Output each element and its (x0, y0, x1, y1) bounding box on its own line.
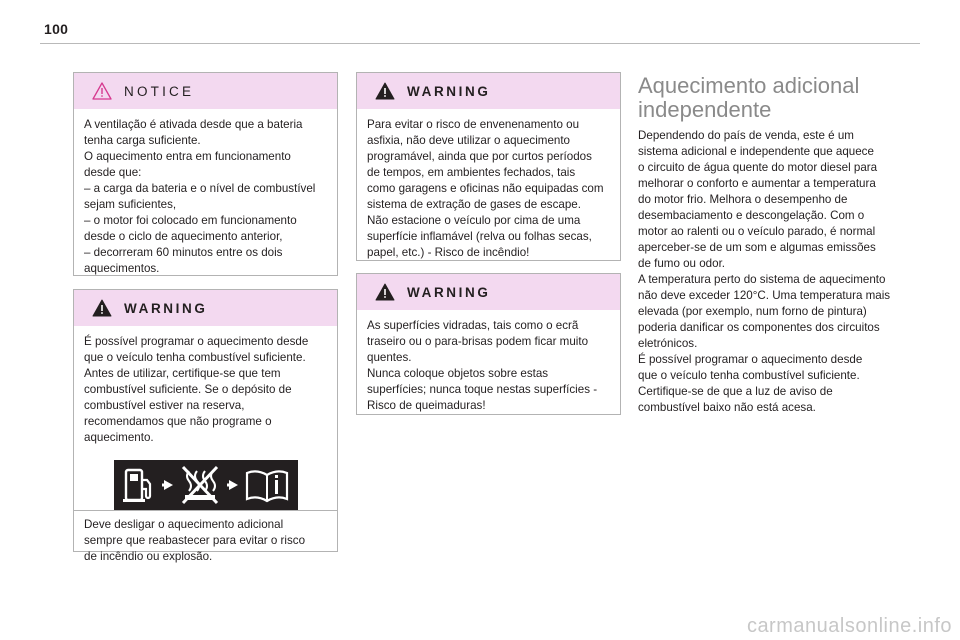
warning-glass-box (356, 273, 621, 415)
warning-fuel-footer (74, 511, 337, 573)
section-body: Dependendo do país de venda, este é um sistema adicional e independente que aquece o circuito de água quente do motor diesel para melhorar o conforto e aumentar a temperatura do motor frio. Melhora o desempenho de desembaciamento e descongelação. Com o motor ao ralenti ou o veículo parado, é normal aperceber-se de um som e algumas emissões de fumo ou odor. A temperatura perto do sistema de aquecimento não deve exceder 120°C. Uma temperatura mais elevada (por exemplo, num forno de pintura) poderia danificar os componentes dos circuitos eletrónicos. É possível programar o aquecimento desde que o veículo tenha combustível suficiente. Certifique-se de que a luz de aviso de combustível baixo não está acesa. (638, 129, 891, 414)
arrow-right-icon (162, 479, 174, 491)
arrow-right-icon (227, 479, 239, 491)
section-title-line2: independente (638, 97, 772, 122)
warning-poison-body (357, 109, 620, 269)
warning-glass-title: WARNING (407, 284, 491, 300)
notice-text: A ventilação é ativada desde que a bateria tenha carga suficiente. O aquecimento entra em funcionamento desde que: – a carga da bateria e o nível de combustível sejam suficientes, – o motor foi colocado em funcionamento desde o ciclo de aquecimento anterior, – decorreram 60 minutos entre os dois aquecimentos. (84, 118, 316, 275)
notice-header (74, 73, 337, 109)
warning-poison-box (356, 72, 621, 261)
watermark: carmanualsonline.info (746, 615, 952, 637)
notice-body (74, 109, 337, 285)
warning-fuel-header (74, 290, 337, 326)
fuel-pump-icon (122, 466, 156, 504)
warning-poison-title: WARNING (407, 83, 491, 99)
warning-fuel-text: É possível programar o aquecimento desde que o veículo tenha combustível suficiente. Antes de utilizar, certifique-se que tem combustível suficiente. Se o depósito de combustível estiver na reserva, recomendamos que não programe o aquecimento. (84, 335, 309, 444)
warning-outline-icon (92, 82, 112, 100)
notice-title: NOTICE (124, 83, 195, 99)
warning-glass-body (357, 310, 620, 422)
warning-glass-header (357, 274, 620, 310)
warning-glass-text: As superfícies vidradas, tais como o ecrã traseiro ou o para-brisas podem ficar muito quentes. Nunca coloque objetos sobre estas superfícies; nunca toque nestas superfícies - Risco de queimaduras! (367, 319, 598, 412)
warning-fuel-footer-text: Deve desligar o aquecimento adicional sempre que reabastecer para evitar o risco de incêndio ou explosão. (84, 518, 306, 563)
header-rule (40, 43, 920, 44)
warning-filled-icon (92, 299, 112, 317)
section-title-line1: Aquecimento adicional (638, 73, 860, 98)
warning-fuel-title: WARNING (124, 300, 208, 316)
section-title (638, 74, 859, 122)
manual-book-icon (245, 467, 289, 503)
warning-fuel-box (73, 289, 338, 563)
notice-box (73, 72, 338, 276)
warning-fuel-body (74, 326, 337, 450)
refuel-pictogram (114, 460, 298, 510)
warning-filled-icon (375, 82, 395, 100)
page-number: 100 (44, 21, 69, 37)
warning-poison-text: Para evitar o risco de envenenamento ou asfixia, não deve utilizar o aquecimento programável, ainda que por curtos períodos de tempos, em ambientes fechados, tais como garagens e oficinas não equipadas com sistema de extração de gases de escape. Não estacione o veículo por cima de uma superfície inflamável (relva ou folhas secas, papel, etc.) - Risco de incêndio! (367, 118, 604, 259)
warning-filled-icon (375, 283, 395, 301)
warning-poison-header (357, 73, 620, 109)
no-heating-icon (179, 465, 221, 505)
